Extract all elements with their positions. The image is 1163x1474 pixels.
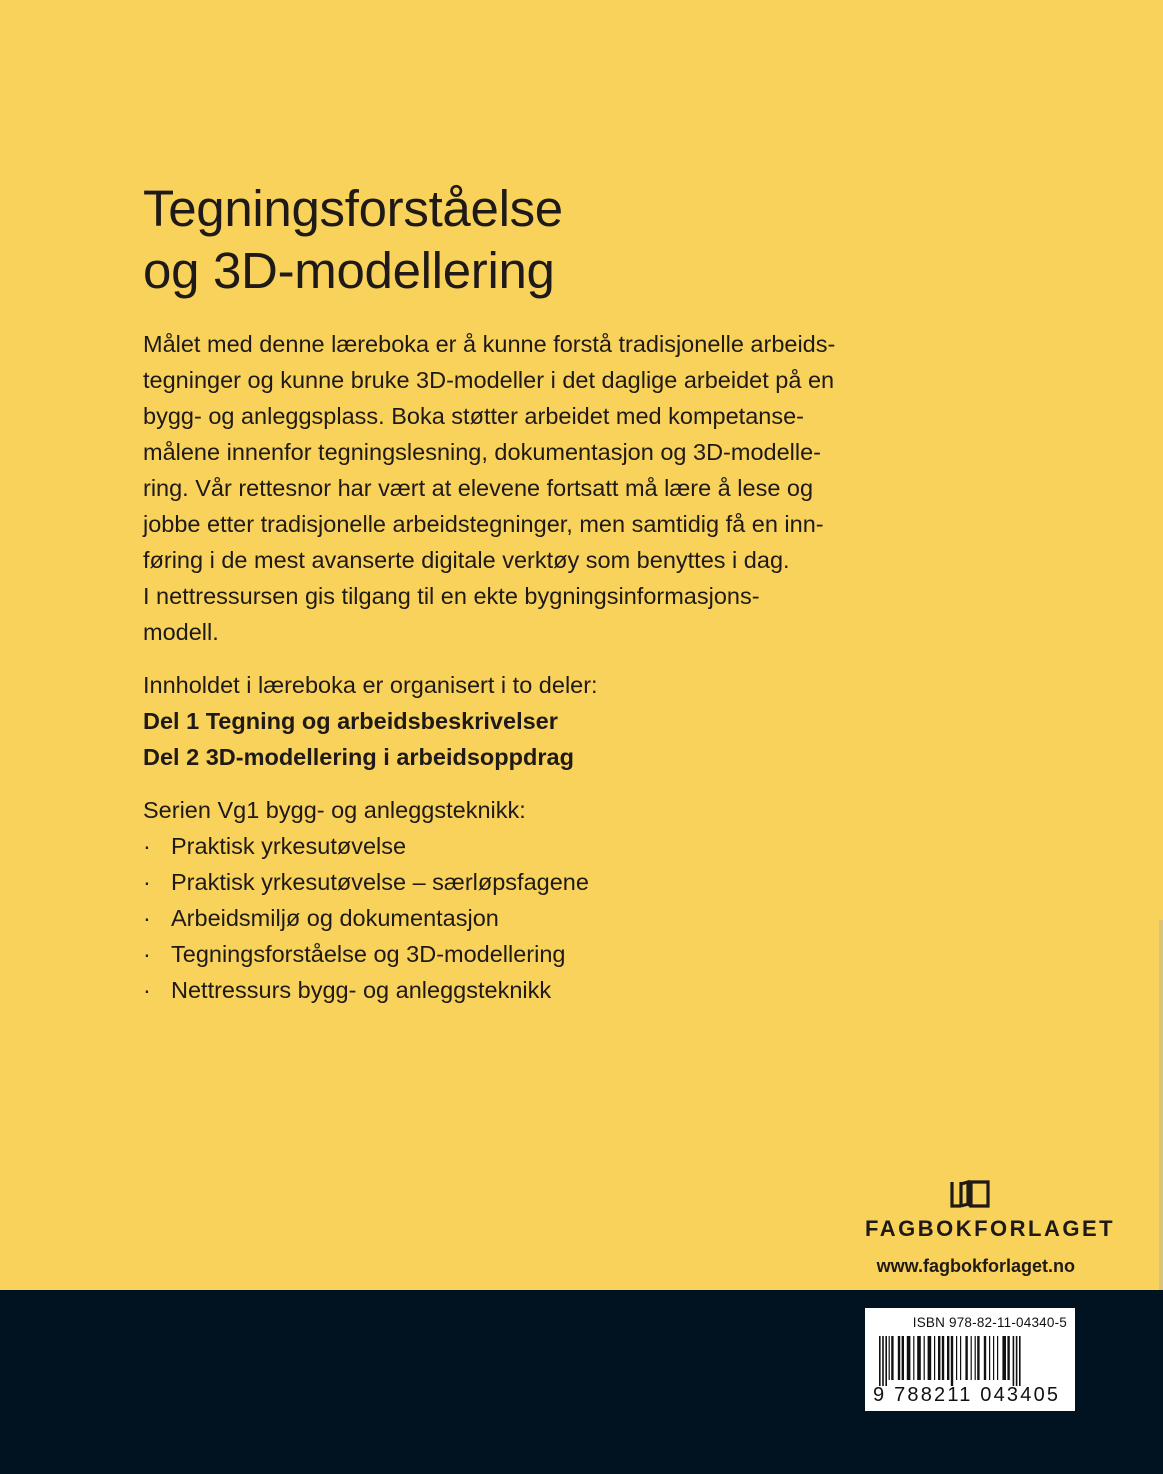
contents-intro: Innholdet i læreboka er organisert i to deler: xyxy=(143,672,598,698)
description-line: I nettressursen gis tilgang til en ekte bygningsinformasjons- xyxy=(143,583,760,609)
barcode-bar xyxy=(938,1336,940,1380)
barcode-bar xyxy=(1007,1336,1009,1380)
series-item: · Nettressurs bygg- og anleggsteknikk xyxy=(143,972,883,1008)
barcode-bars xyxy=(879,1336,1063,1386)
barcode-bar xyxy=(993,1336,994,1380)
book-title-line-2: og 3D-modellering xyxy=(143,242,555,299)
barcode-bar xyxy=(902,1336,904,1380)
barcode-bar xyxy=(934,1336,935,1380)
contents-part-1: Del 1 Tegning og arbeidsbeskrivelser xyxy=(143,708,558,734)
description-line: jobbe etter tradisjonelle arbeidstegninger, men samtidig få en inn- xyxy=(143,511,824,537)
series-list xyxy=(143,828,883,1008)
series-item: · Praktisk yrkesutøvelse xyxy=(143,828,883,864)
contents-part-2: Del 2 3D-modellering i arbeidsoppdrag xyxy=(143,744,574,770)
publisher-name: FAGBOKFORLAGET xyxy=(865,1216,1116,1241)
barcode-bar xyxy=(947,1336,949,1380)
description-line: modell. xyxy=(143,619,219,645)
description-line: føring i de mest avanserte digitale verktøy som benyttes i dag. xyxy=(143,547,790,573)
barcode-bar xyxy=(879,1336,881,1386)
description-line: ring. Vår rettesnor har vært at elevene fortsatt må lære å lese og xyxy=(143,475,814,501)
barcode-bar xyxy=(977,1336,979,1380)
series-item: · Praktisk yrkesutøvelse – særløpsfagene xyxy=(143,864,883,900)
barcode-bar xyxy=(891,1336,893,1380)
barcode-bar xyxy=(928,1336,932,1380)
publisher-url[interactable]: www.fagbokforlaget.no xyxy=(876,1256,1075,1276)
barcode-bar xyxy=(907,1336,911,1380)
barcode-bar xyxy=(971,1336,972,1380)
barcode-bar xyxy=(898,1336,900,1380)
barcode-bar xyxy=(882,1336,884,1386)
barcode-bar xyxy=(1019,1336,1021,1386)
book-title-line-1: Tegningsforståelse xyxy=(143,180,563,237)
barcode-bar xyxy=(913,1336,914,1380)
description-line: tegninger og kunne bruke 3D-modeller i det daglige arbeidet på en xyxy=(143,367,835,393)
book-title xyxy=(143,178,563,302)
barcode-bar xyxy=(965,1336,967,1380)
back-cover-text xyxy=(143,326,883,1008)
publisher-logo xyxy=(865,1180,1116,1277)
barcode-bar xyxy=(984,1336,986,1380)
barcode-bar xyxy=(1002,1336,1006,1380)
barcode-bar xyxy=(1016,1336,1018,1386)
description xyxy=(143,326,883,650)
barcode-bar xyxy=(951,1336,953,1386)
barcode-bar xyxy=(989,1336,990,1380)
barcode-bar xyxy=(1013,1336,1015,1386)
barcode-bar xyxy=(956,1336,957,1380)
barcode-bar xyxy=(885,1336,887,1386)
book-icon xyxy=(949,1180,991,1208)
isbn-label: ISBN 978-82-11-04340-5 xyxy=(912,1315,1067,1330)
description-line: målene innenfor tegningslesning, dokumentasjon og 3D-modelle- xyxy=(143,439,822,465)
barcode-digits: 9 788211 043405 xyxy=(873,1384,1061,1406)
barcode-bar xyxy=(917,1336,921,1380)
barcode-bar xyxy=(942,1336,944,1380)
cover-edge xyxy=(1159,920,1163,1290)
series-item: · Tegningsforståelse og 3D-modellering xyxy=(143,936,883,972)
barcode-bar xyxy=(924,1336,925,1380)
series-section xyxy=(143,792,883,1008)
barcode xyxy=(865,1308,1075,1411)
series-intro: Serien Vg1 bygg- og anleggsteknikk: xyxy=(143,797,526,823)
barcode-bar xyxy=(997,1336,998,1380)
barcode-bar xyxy=(960,1336,961,1380)
contents-section xyxy=(143,667,883,775)
description-line: Målet med denne læreboka er å kunne forstå tradisjonelle arbeids- xyxy=(143,331,836,357)
barcode-bar xyxy=(975,1336,976,1380)
series-item: · Arbeidsmiljø og dokumentasjon xyxy=(143,900,883,936)
description-line: bygg- og anleggsplass. Boka støtter arbeidet med kompetanse- xyxy=(143,403,804,429)
barcode-bar xyxy=(889,1336,890,1380)
